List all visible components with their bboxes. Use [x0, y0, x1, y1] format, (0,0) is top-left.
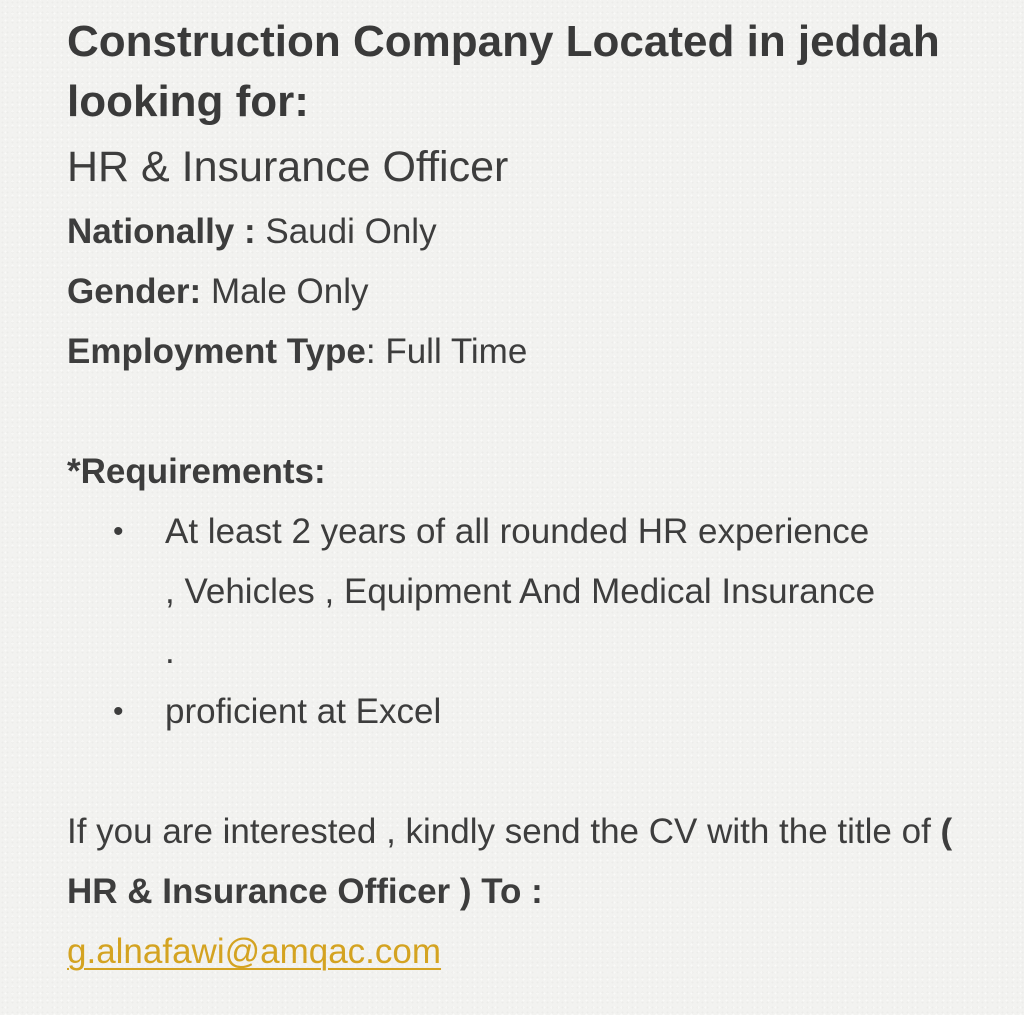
closing-title-ref: ( HR & Insurance Officer ) To : [67, 812, 953, 911]
nationality-label: Nationally : [67, 212, 256, 251]
headline: Construction Company Located in jeddah looking for: [67, 17, 940, 126]
email-link[interactable]: g.alnafawi@amqac.com [67, 932, 442, 971]
nationality-value: Saudi Only [265, 212, 437, 251]
nationality-field [67, 202, 997, 262]
job-title: HR & Insurance Officer [67, 143, 509, 191]
requirements-heading: *Requirements: [67, 452, 326, 491]
closing-text: If you are interested , kindly send the CV with the title of [67, 812, 931, 851]
closing-paragraph [67, 802, 997, 982]
gender-label: Gender: [67, 272, 202, 311]
requirement-item [67, 502, 885, 682]
requirement-text: proficient at Excel [165, 692, 442, 731]
requirement-text: At least 2 years of all rounded HR experience , Vehicles , Equipment And Medical Insurance . [165, 512, 876, 671]
gender-value: Male Only [210, 272, 369, 311]
employment-type-field [67, 322, 997, 382]
employment-type-colon: : [365, 332, 376, 371]
bullet-icon: • [113, 695, 124, 728]
employment-type-value: Full Time [385, 332, 528, 371]
spacer [67, 742, 997, 802]
spacer [67, 382, 997, 442]
requirements-list [67, 502, 997, 742]
gender-field [67, 262, 997, 322]
requirement-item [67, 682, 885, 742]
bullet-icon: • [113, 515, 124, 548]
employment-type-label: Employment Type [67, 332, 366, 371]
job-post-note [67, 12, 997, 982]
